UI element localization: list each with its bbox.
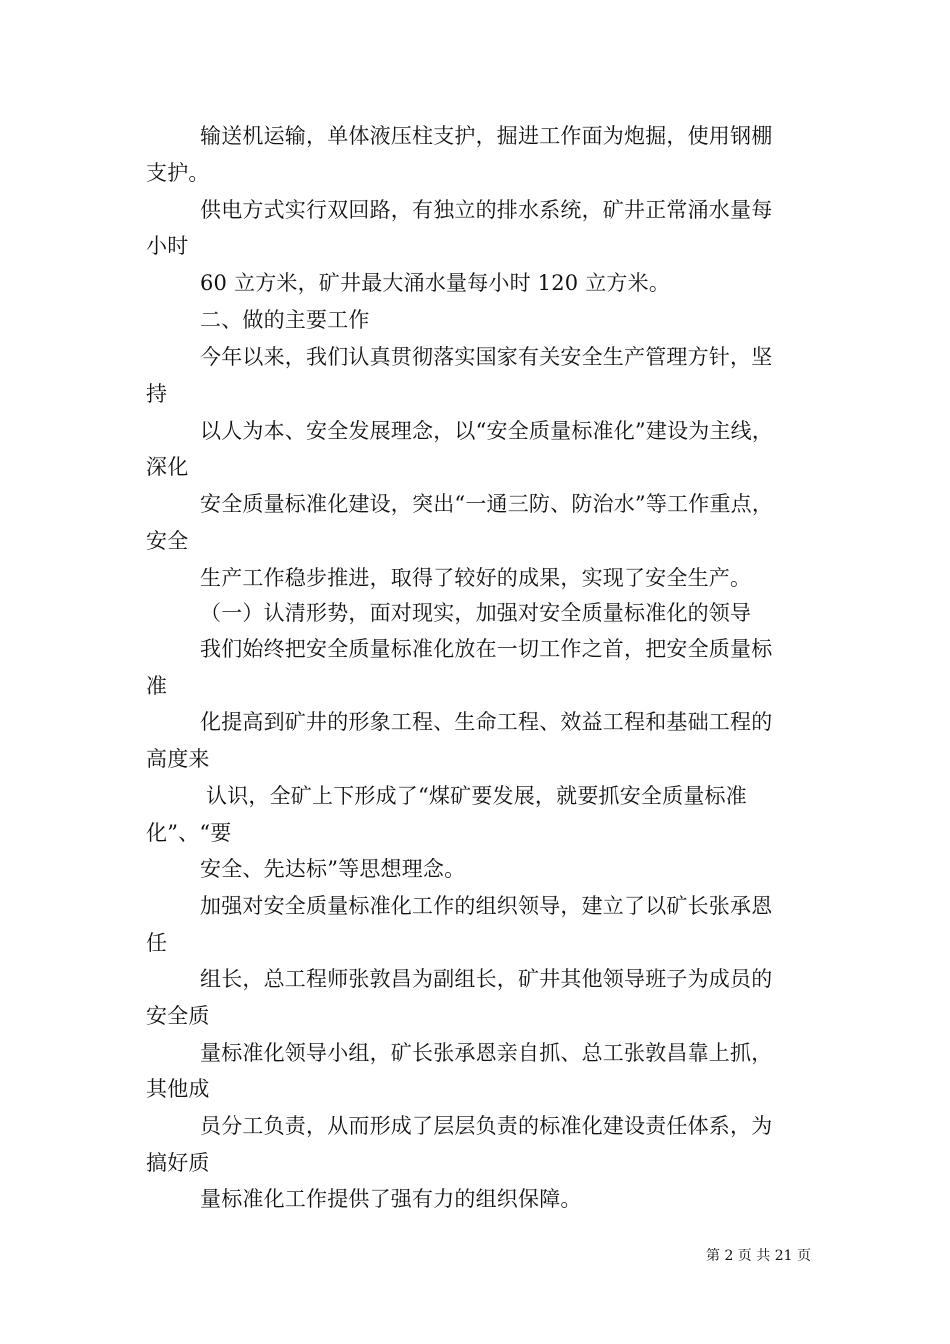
text-line: 60 立方米，矿井最大涌水量每小时 120 立方米。 xyxy=(200,271,671,295)
text-line: 安全 xyxy=(146,529,189,553)
text-line: 我们始终把安全质量标准化放在一切工作之首，把安全质量标 xyxy=(200,637,773,661)
text-line: 其他成 xyxy=(146,1077,210,1101)
text-line: 认识，全矿上下形成了“煤矿要发展，就要抓安全质量标准 xyxy=(206,784,747,808)
text-line: 小时 xyxy=(146,234,189,258)
text-line: 组长，总工程师张敦昌为副组长，矿井其他领导班子为成员的 xyxy=(200,967,773,991)
page-number: 第 2 页 共 21 页 xyxy=(706,1248,811,1264)
text-line: 深化 xyxy=(146,455,189,479)
text-line: 输送机运输，单体液压柱支护，掘进工作面为炮掘，使用钢棚 xyxy=(200,124,773,148)
text-line: 量标准化领导小组，矿长张承恩亲自抓、总工张敦昌靠上抓， xyxy=(200,1041,773,1065)
subsection-heading: （一）认清形势，面对现实，加强对安全质量标准化的领导 xyxy=(200,601,752,625)
text-line: 安全质 xyxy=(146,1004,210,1028)
text-line: 化”、“要 xyxy=(146,821,232,845)
text-line: 支护。 xyxy=(146,161,210,185)
text-line: 安全、先达标”等思想理念。 xyxy=(200,857,466,881)
text-line: 今年以来，我们认真贯彻落实国家有关安全生产管理方针，坚 xyxy=(200,345,773,369)
text-line: 加强对安全质量标准化工作的组织领导，建立了以矿长张承恩 xyxy=(200,894,773,918)
text-line: 安全质量标准化建设，突出“一通三防、防治水”等工作重点， xyxy=(200,492,774,516)
text-line: 高度来 xyxy=(146,747,210,771)
text-line: 任 xyxy=(146,931,168,955)
section-heading: 二、做的主要工作 xyxy=(200,308,370,332)
text-line: 化提高到矿井的形象工程、生命工程、效益工程和基础工程的 xyxy=(200,710,773,734)
text-line: 供电方式实行双回路，有独立的排水系统，矿井正常涌水量每 xyxy=(200,198,773,222)
text-line: 生产工作稳步推进，取得了较好的成果，实现了安全生产。 xyxy=(200,566,752,590)
text-line: 持 xyxy=(146,382,168,406)
text-line: 以人为本、安全发展理念，以“安全质量标准化”建设为主线， xyxy=(200,419,774,443)
text-line: 搞好质 xyxy=(146,1151,210,1175)
text-line: 量标准化工作提供了强有力的组织保障。 xyxy=(200,1187,582,1211)
text-line: 准 xyxy=(146,674,168,698)
text-line: 员分工负责，从而形成了层层负责的标准化建设责任体系，为 xyxy=(200,1114,773,1138)
